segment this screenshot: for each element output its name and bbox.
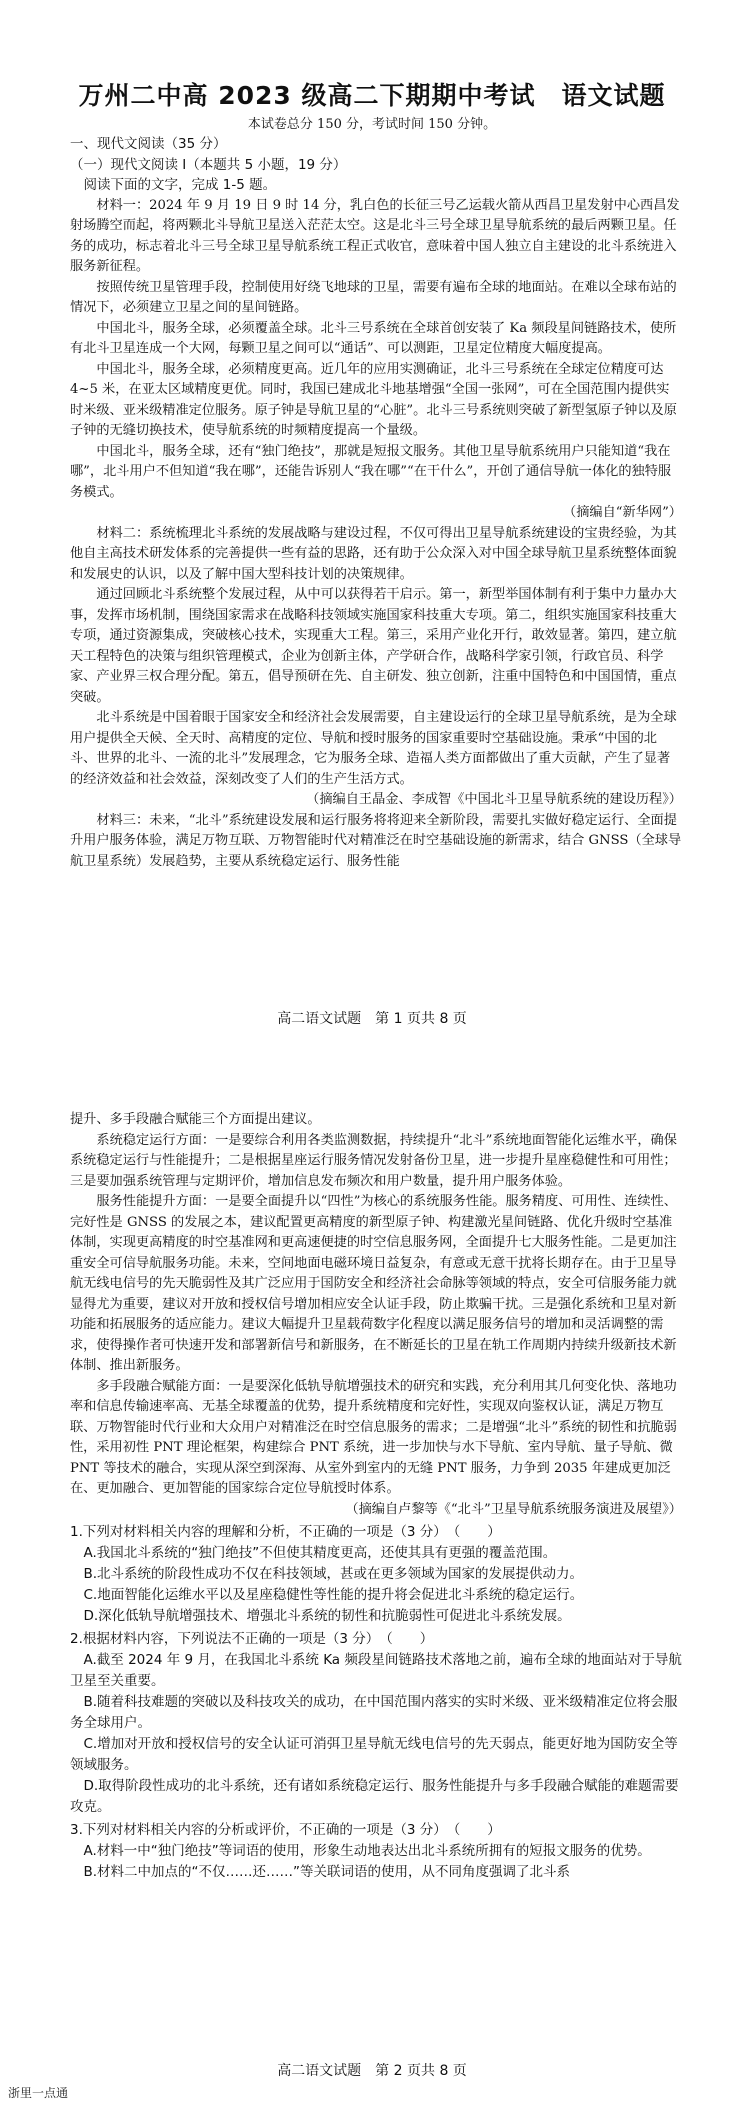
question-option: A.材料一中“独门绝技”等词语的使用，形象生动地表达出北斗系统所拥有的短报文服务的优势。 bbox=[83, 1843, 651, 1859]
question-option: A.我国北斗系统的“独门绝技”不但使其精度更高，还使其具有更强的覆盖范围。 bbox=[83, 1545, 557, 1561]
material2-paragraph: 材料二：系统梳理北斗系统的发展战略与建设过程，不仅可得出卫星导航系统建设的宝贵经验，为其他自主高技术研发体系的完善提供一些有益的思路，还有助于公众深入对中国全球导航卫星系统整体面貌和发展史的认识，以及了解中国大型科技计划的决策规律。 bbox=[70, 525, 677, 582]
question-option: D.深化低轨导航增强技术、增强北斗系统的韧性和抗脆弱性可促进北斗系统发展。 bbox=[83, 1608, 571, 1624]
reading-instruction: 阅读下面的文字，完成 1-5 题。 bbox=[83, 177, 277, 193]
material3-intro: 材料三：未来，“北斗”系统建设发展和运行服务将将迎来全新阶段，需要扎实做好稳定运行、全面提升用户服务体验，满足万物互联、万物智能时代对精准泛在时空基础设施的新需求，结合 GNSS（全球导航卫星系统）发展趋势，主要从系统稳定运行、服务性能 bbox=[70, 812, 682, 869]
question-option: B.材料二中加点的“不仅……还……”等关联词语的使用，从不同角度强调了北斗系 bbox=[83, 1864, 571, 1880]
material1-paragraph: 中国北斗，服务全球，还有“独门绝技”，那就是短报文服务。其他卫星导航系统用户只能知道“我在哪”，北斗用户不但知道“我在哪”，还能告诉别人“我在哪”“在干什么”，开创了通信导航一体化的独特服务模式。 bbox=[70, 443, 672, 500]
exam-title: 万州二中高 2023 级高二下期期中考试 语文试题 bbox=[78, 81, 666, 110]
material1-paragraph: 按照传统卫星管理手段，控制使用好绕飞地球的卫星，需要有遍布全球的地面站。在难以全球布站的情况下，必须建立卫星之间的星间链路。 bbox=[70, 279, 677, 315]
material3-source: （摘编自卢黎等《“北斗”卫星导航系统服务演进及展望》） bbox=[345, 1501, 682, 1517]
sub-section-heading: （一）现代文阅读 I（本题共 5 小题，19 分） bbox=[70, 156, 347, 173]
section-heading: 一、现代文阅读（35 分） bbox=[70, 136, 227, 152]
question-option: B.北斗系统的阶段性成功不仅在科技领域，甚或在更多领域为国家的发展提供动力。 bbox=[83, 1566, 584, 1582]
material1-paragraph: 材料一：2024 年 9 月 19 日 9 时 14 分，乳白色的长征三号乙运载火箭从西昌卫星发射中心西昌发射场腾空而起，将两颗北斗导航卫星送入茫茫太空。这是北斗三号全球卫星导航系统的最后两颗卫星。任务的成功，标志着北斗三号全球卫星导航系统工程正式收官，意味着中国人独立自主建设的北斗系统进入服务新征程。 bbox=[70, 197, 680, 274]
question-option: C.地面智能化运维水平以及星座稳健性等性能的提升将会促进北斗系统的稳定运行。 bbox=[83, 1587, 584, 1603]
question-option: B.随着科技难题的突破以及科技攻关的成功，在中国范围内落实的实时米级、亚米级精准定位将会服务全球用户。 bbox=[70, 1694, 678, 1731]
material1-paragraph: 中国北斗，服务全球，必须精度更高。近几年的应用实测确证，北斗三号系统在全球定位精度可达 4~5 米，在亚太区域精度更优。同时，我国已建成北斗地基增强“全国一张网”，可在全国范围内提供实时米级、亚米级精准定位服务。原子钟是导航卫星的“心脏”。北斗三号系统则突破了新型氢原子钟以及原子钟的无缝切换技术，使导航系统的时频精度提高一个量级。 bbox=[70, 361, 677, 438]
exam-page-2 bbox=[0, 1050, 744, 2104]
exam-page-1 bbox=[0, 0, 744, 1050]
question-option: D.取得阶段性成功的北斗系统，还有诸如系统稳定运行、服务性能提升与多手段融合赋能的难题需要攻克。 bbox=[70, 1778, 679, 1815]
material1-source: （摘编自“新华网”） bbox=[563, 505, 682, 520]
question-option: A.截至 2024 年 9 月，在我国北斗系统 Ka 频段星间链路技术落地之前，遍布全球的地面站对于导航卫星至关重要。 bbox=[70, 1652, 682, 1689]
page1-body bbox=[70, 134, 682, 872]
material2-paragraph: 通过回顾北斗系统整个发展过程，从中可以获得若干启示。第一，新型举国体制有利于集中力量办大事，发挥市场机制，围绕国家需求在战略科技领域实施国家科技重大专项。第二，组织实施国家科技重大专项，通过资源集成，突破核心技术，实现重大工程。第三，采用产业化开行，敢效显著。第四，建立航天工程特色的决策与组织管理模式，企业为创新主体，产学研合作，战略科学家引领，行政官员、科学家、产业界三权合理分配。第五，倡导预研在先、自主研发、独立创新，注重中国特色和中国国情，重点突破。 bbox=[70, 587, 677, 705]
material1-paragraph: 中国北斗，服务全球，必须覆盖全球。北斗三号系统在全球首创安装了 Ka 频段星间链路技术，使所有北斗卫星连成一个大网，每颗卫星之间可以“通话”、可以测距，卫星定位精度大幅度提高。 bbox=[70, 320, 677, 356]
question-stem: 3.下列对材料相关内容的分析或评价，不正确的一项是（3 分） （ ） bbox=[70, 1822, 501, 1838]
material3-paragraph: 多手段融合赋能方面：一是要深化低轨导航增强技术的研究和实践，充分利用其几何变化快、落地功率和信息传输速率高、无基全球覆盖的优势，提升系统精度和完好性，实现双向鉴权认证，满足万物互联、万物智能时代行业和大众用户对精准泛在时空信息服务的需求；二是增强“北斗”系统的韧性和抗脆弱性，采用初性 PNT 理论框架，构建综合 PNT 系统，进一步加快与水下导航、室内导航、量子导航、微 PNT 等技术的融合，实现从深空到深海、从室外到室内的无缝 PNT 服务，力争到 2035 年建成更加泛在、更加融合、更加智能的国家综合定位导航授时体系。 bbox=[70, 1378, 677, 1496]
question-stem: 2.根据材料内容，下列说法不正确的一项是（3 分） （ ） bbox=[70, 1631, 434, 1647]
exam-subtitle: 本试卷总分 150 分，考试时间 150 分钟。 bbox=[247, 117, 497, 132]
page2-footer: 高二语文试题 第 2 页共 8 页 bbox=[277, 2063, 467, 2079]
material3-intro-continued: 提升、多手段融合赋能三个方面提出建议。 bbox=[70, 1112, 321, 1127]
material2-paragraph: 北斗系统是中国着眼于国家安全和经济社会发展需要，自主建设运行的全球卫星导航系统，是为全球用户提供全天候、全天时、高精度的定位、导航和授时服务的国家重要时空基础设施。秉承“中国的北斗、世界的北斗、一流的北斗”发展理念，它为服务全球、造福人类方面都做出了重大贡献，产生了显著的经济效益和社会效益，深刻改变了人们的生产生活方式。 bbox=[70, 710, 677, 787]
watermark-label: 浙里一点通 bbox=[8, 2086, 69, 2100]
page1-footer: 高二语文试题 第 1 页共 8 页 bbox=[277, 1011, 467, 1027]
question-option: C.增加对开放和授权信号的安全认证可消弭卫星导航无线电信号的先天弱点，能更好地为国防安全等领域服务。 bbox=[70, 1736, 678, 1773]
material2-source: （摘编自王晶金、李成智《中国北斗卫星导航系统的建设历程》） bbox=[306, 792, 682, 807]
page2-body bbox=[70, 1110, 682, 1883]
question-stem: 1.下列对材料相关内容的理解和分析，不正确的一项是（3 分） （ ） bbox=[70, 1524, 501, 1540]
material3-paragraph: 服务性能提升方面：一是要全面提升以“四性”为核心的系统服务性能。服务精度、可用性、连续性、完好性是 GNSS 的发展之本，建议配置更高精度的新型原子钟、构建激光星间链路、优化升级时空基准体制，实现更高精度的时空基准网和更高速便捷的时空信息服务网，全面提升七大服务性能。二是更加注重安全可信导航服务功能。未来，空间地面电磁环境日益复杂，有意或无意干扰将长期存在。由于卫星导航无线电信号的先天脆弱性及其广泛应用于国防安全和经济社会命脉等领域的特点，安全可信服务能力就显得尤为重要，建议对开放和授权信号增加相应安全认证手段，防止欺骗干扰。三是强化系统和卫星对新功能和拓展服务的适应能力。建议大幅提升卫星载荷数字化程度以满足服务信号的增加和灵活调整的需求，使得操作者可快速开发和部署新信号和新服务，在不断延长的卫星在轨工作周期内持续升级新技术新体制、推出新服务。 bbox=[70, 1194, 677, 1373]
question-list bbox=[70, 1522, 682, 1883]
material3-paragraph: 系统稳定运行方面：一是要综合利用各类监测数据，持续提升“北斗”系统地面智能化运维水平，确保系统稳定运行与性能提升；二是根据星座运行服务情况发射备份卫星，进一步提升星座稳健性和可用性；三是要加强系统管理与定期评价，增加信息发布频次和用户数量，提升用户服务体验。 bbox=[70, 1132, 677, 1189]
